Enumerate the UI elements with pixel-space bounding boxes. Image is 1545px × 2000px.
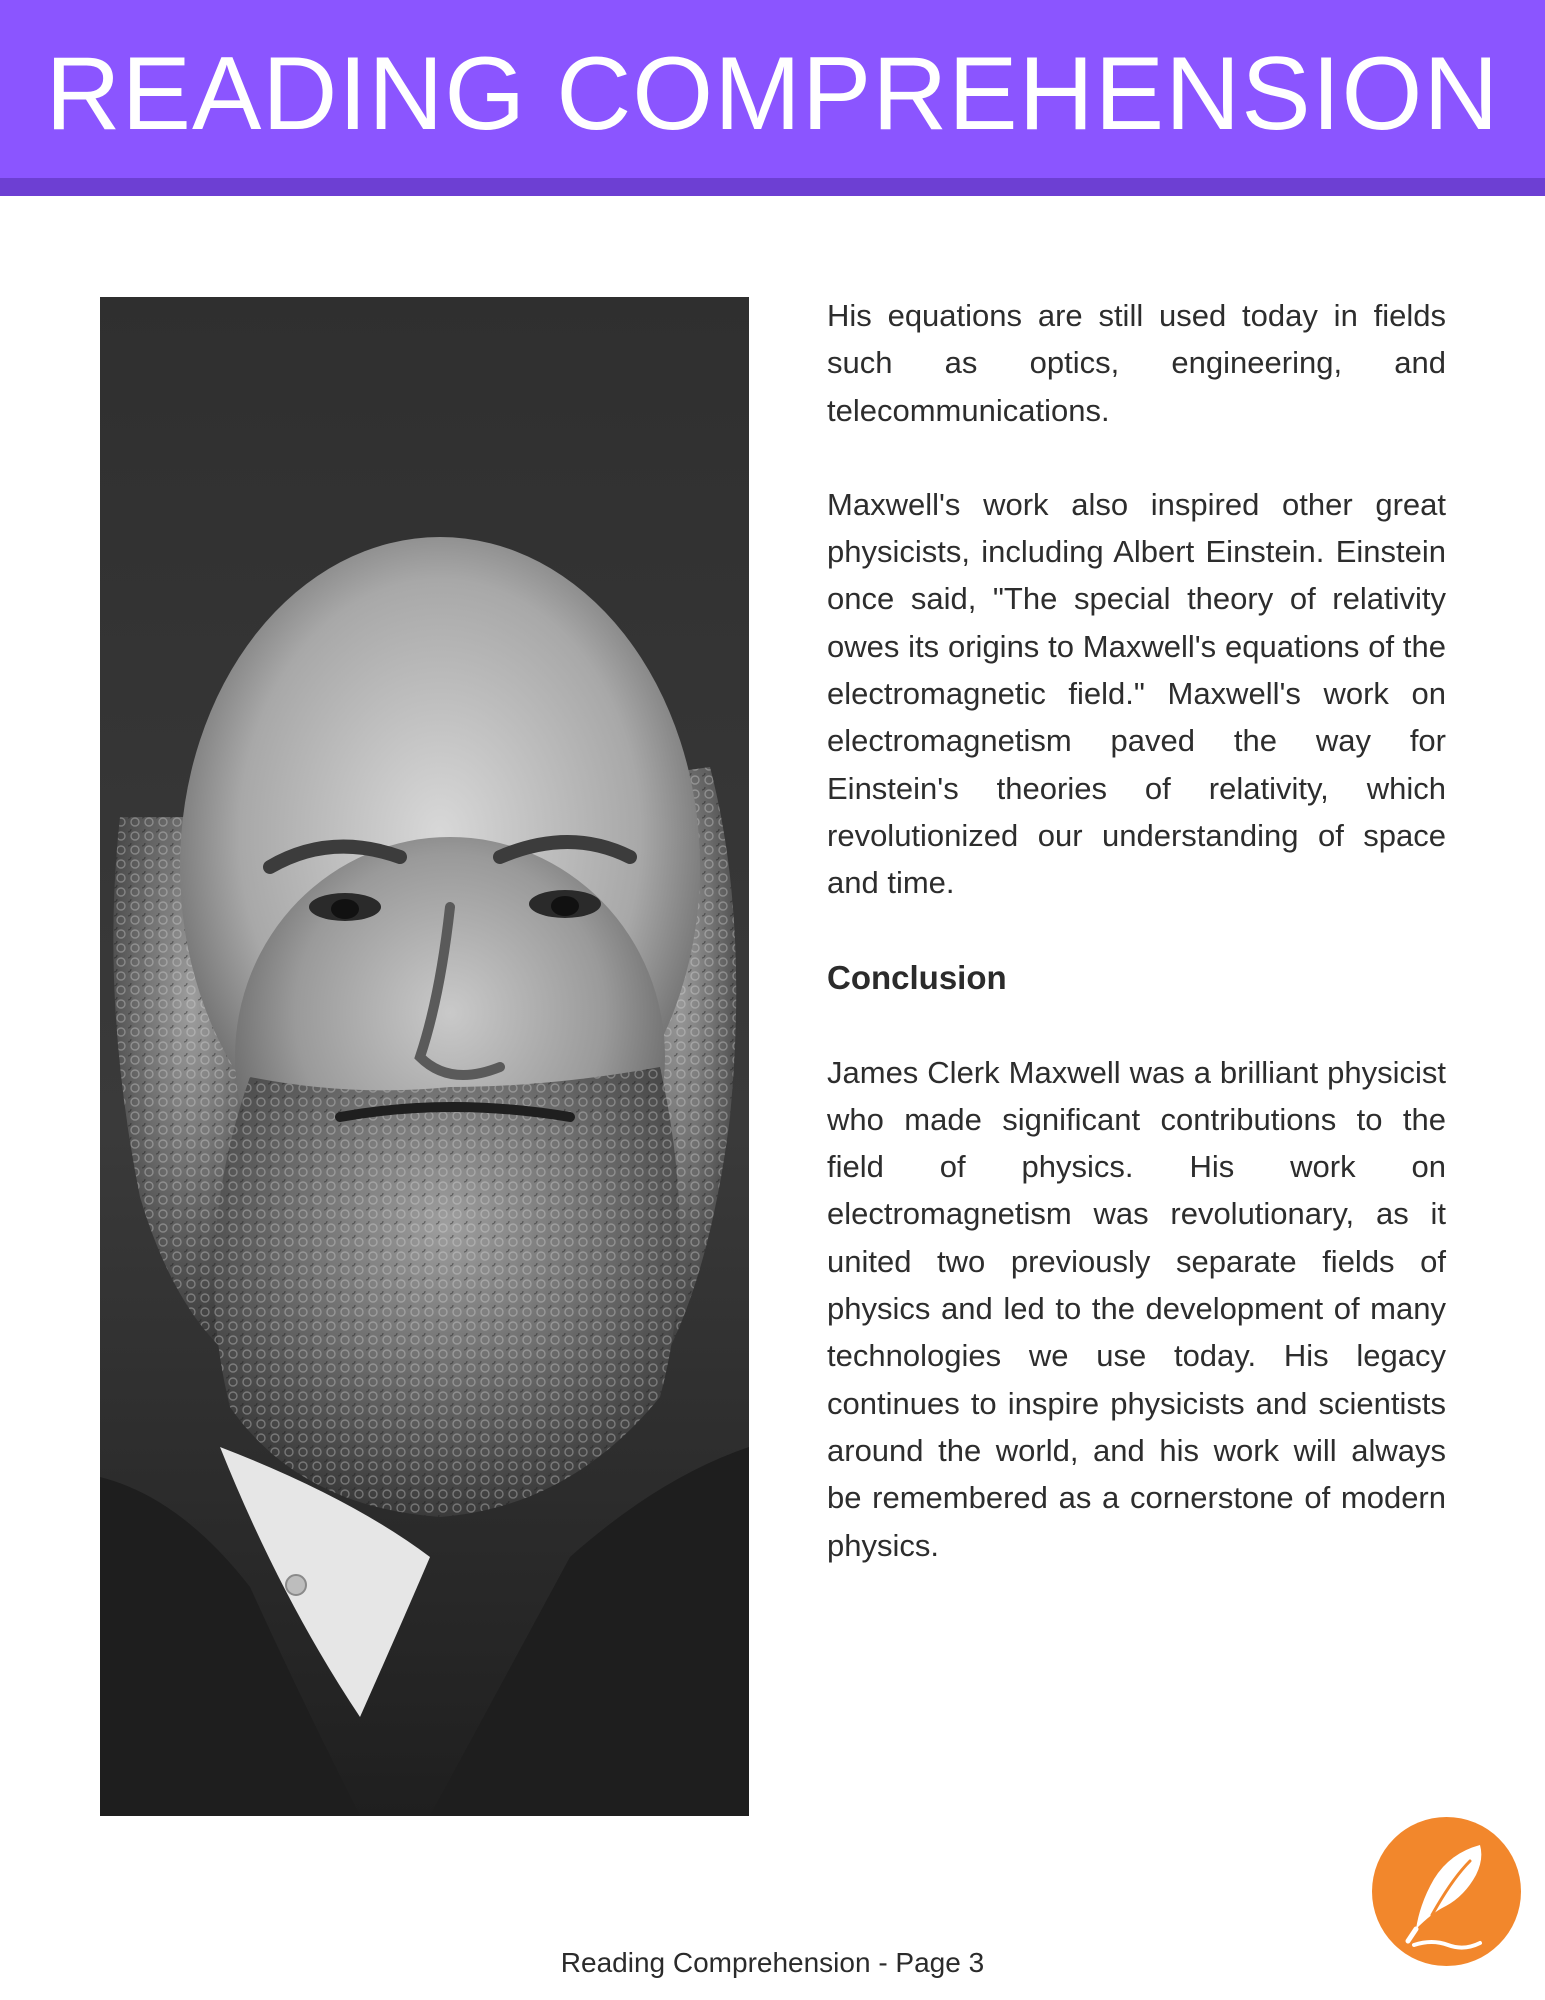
section-heading-conclusion: Conclusion	[827, 958, 1007, 996]
article-text	[827, 292, 1446, 1569]
portrait-photo	[100, 297, 749, 1816]
portrait-illustration	[100, 297, 749, 1816]
header-underline	[0, 178, 1545, 196]
paragraph-conclusion: James Clerk Maxwell was a brilliant physicist who made significant contributions to the field of physics. His work on electromagnetism was revolutionary, as it united two previously separate fields of physics and led to the development of many technologies we use today. His legacy continues to inspire physicists and scientists around the world, and his work will always be remembered as a cornerstone of modern physics.	[827, 1054, 1446, 1563]
feather-quill-icon	[1372, 1817, 1521, 1966]
page-title: READING COMPREHENSION	[45, 36, 1500, 152]
paragraph-einstein: Maxwell's work also inspired other great physicists, including Albert Einstein. Einstein once said, "The special theory of relativity owes its origins to Maxwell's equations of the electromagnetic field." Maxwell's work on electromagnetism paved the way for Einstein's theories of relativity, which revolutionized our understanding of space and time.	[827, 486, 1446, 901]
paragraph-equations: His equations are still used today in fields such as optics, engineering, and telecommunications.	[827, 298, 1446, 428]
footer-page-label: Reading Comprehension - Page 3	[560, 1947, 985, 1978]
